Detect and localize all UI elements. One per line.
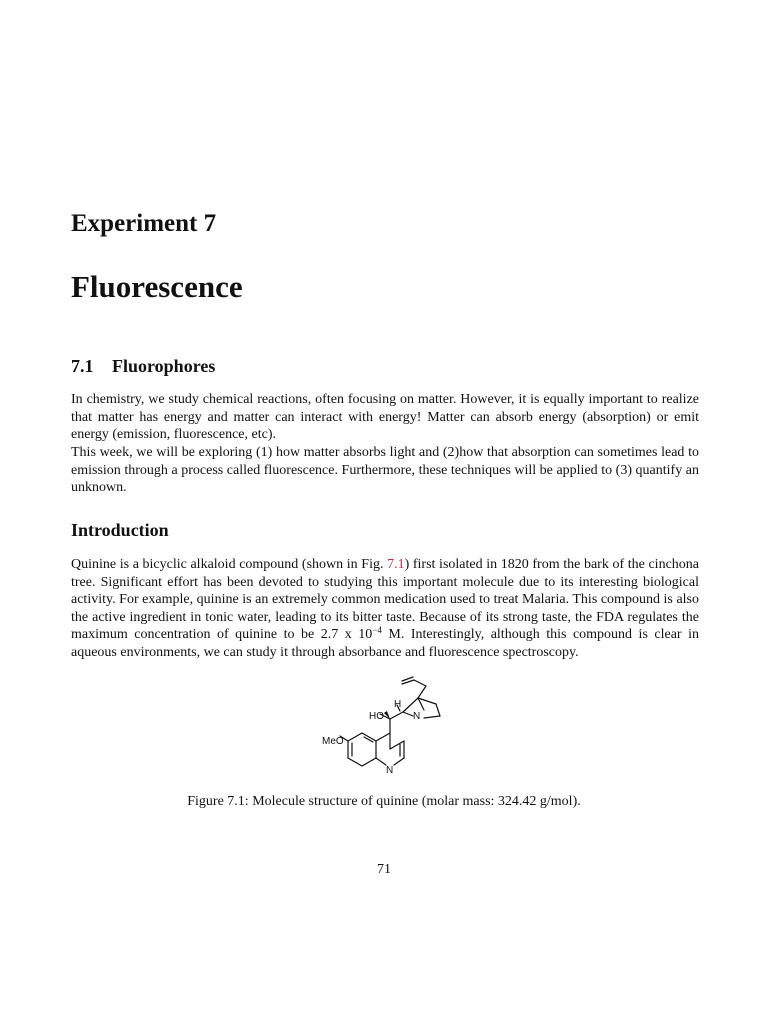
chapter-label: Experiment 7 [71, 210, 217, 237]
intro-text-end: M. Interestingly, although this compound is clear in aqueous environments, we can study it through absorbance and fluorescence spectroscopy. [71, 627, 699, 660]
section-number: 7.1 [71, 356, 94, 376]
exponent: −4 [372, 625, 382, 636]
label-hydroxyl: HO [369, 711, 384, 722]
section-heading [71, 355, 215, 377]
quinine-structure-diagram [318, 674, 450, 780]
figure-reference-link[interactable]: 7.1 [387, 557, 405, 572]
paragraph-fluorophores-1: In chemistry, we study chemical reactions, often focusing on matter. However, it is equally important to realize that matter has energy and matter can interact with energy! Matter can absorb energy (absorption) or emit energy (emission, fluorescence, etc). [71, 392, 699, 443]
label-amine-n: N [413, 711, 421, 722]
intro-text-middle: ) first isolated in 1820 from the bark of the cinchona tree. Significant effort has been devoted to studying this important molecule due to its interesting biological activity. For example, quinine is an extremely common medication used to treat Malaria. This compound is also the active ingredient in tonic water, leading to its bitter taste. Because of its strong taste, the FDA regulates the maximum concentration of quinine to be 2.7 x 10 [71, 557, 699, 643]
chapter-title: Fluorescence [71, 269, 243, 304]
figure-caption: Figure 7.1: Molecule structure of quinine (molar mass: 324.42 g/mol). [187, 794, 581, 809]
subsection-heading-introduction: Introduction [71, 520, 169, 540]
label-ring-n: N [386, 765, 394, 776]
label-methoxy: MeO [322, 736, 344, 747]
paragraph-introduction [71, 556, 699, 662]
label-hydrogen: H [394, 699, 402, 710]
intro-text-start: Quinine is a bicyclic alkaloid compound (shown in Fig. [71, 557, 388, 572]
page-number: 71 [377, 862, 391, 877]
paragraph-fluorophores-2: This week, we will be exploring (1) how matter absorbs light and (2)how that absorption can sometimes lead to emission through a process called fluorescence. Furthermore, these techniques will be applied to (3) quantify an unknown. [71, 445, 699, 496]
section-title: Fluorophores [112, 356, 216, 376]
